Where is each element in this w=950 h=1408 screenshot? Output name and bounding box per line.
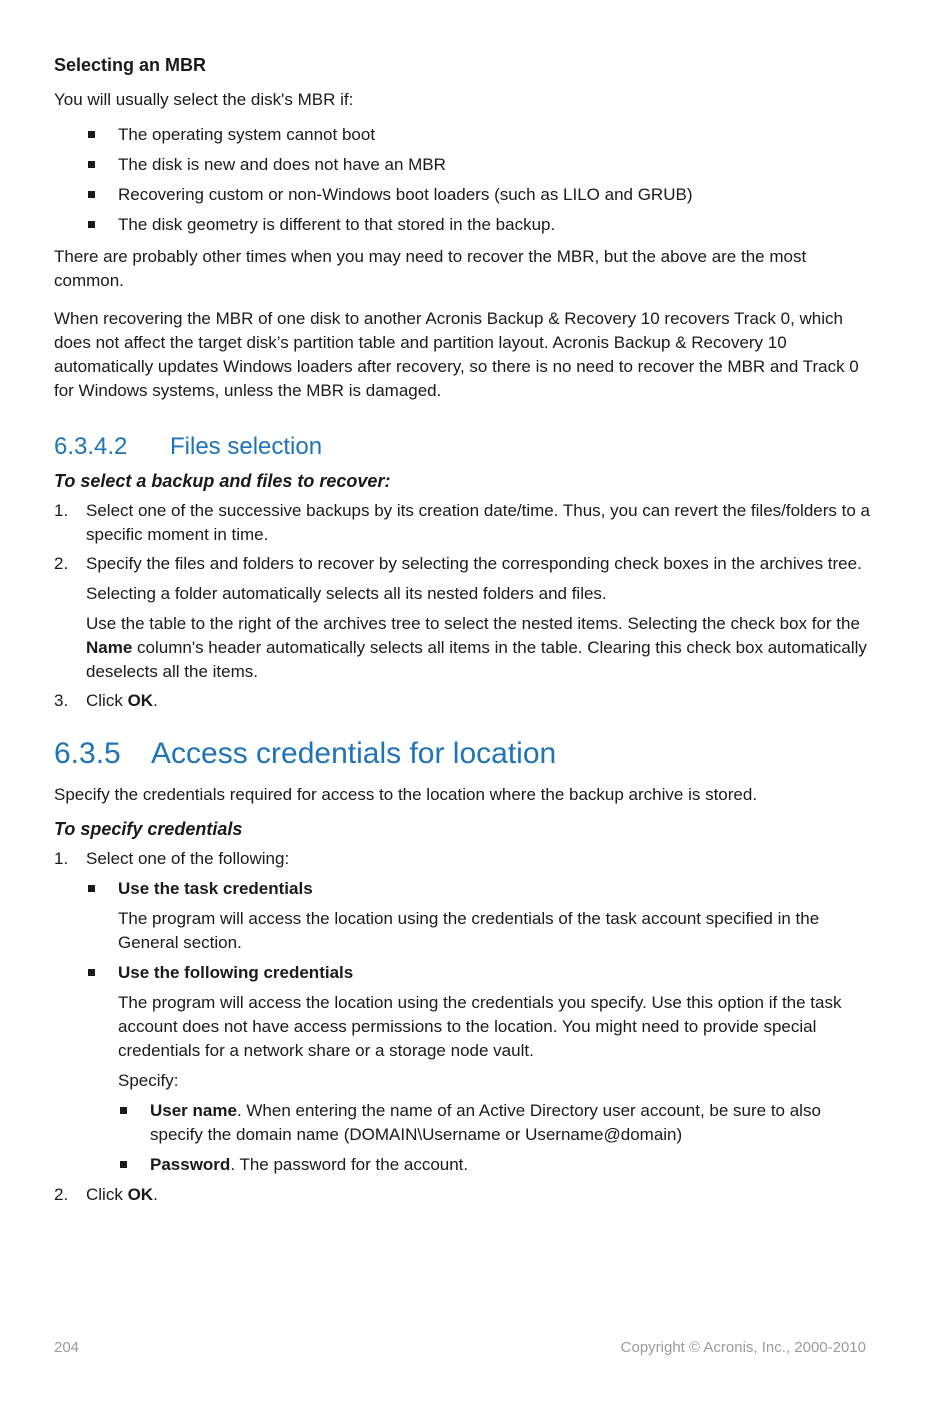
list-item — [54, 1183, 874, 1207]
page-number: 204 — [54, 1339, 80, 1356]
bullet-square-icon — [88, 161, 95, 168]
credentials-procedure-title: To specify credentials — [54, 819, 243, 839]
list-item: The operating system cannot boot — [54, 123, 874, 147]
files-steps-list — [54, 499, 874, 713]
list-item — [54, 499, 874, 547]
option-title: Use the task credentials — [118, 879, 313, 898]
bullet-square-icon — [88, 221, 95, 228]
list-item: The disk geometry is different to that stored in the backup. — [54, 213, 874, 237]
section-title: Files selection — [170, 433, 323, 460]
mbr-heading: Selecting an MBR — [54, 55, 207, 75]
step-number: 2. — [54, 1185, 69, 1204]
username-text: User name. When entering the name of an Active Directory user account, be sure to also specify the domain name (DOMAIN\Username or Username@domain) — [150, 1101, 821, 1144]
section-title: Access credentials for location — [151, 737, 557, 770]
credentials-options-list — [86, 877, 874, 1177]
credentials-intro: Specify the credentials required for access to the location where the backup archive is stored. — [54, 785, 758, 804]
mbr-paragraph-2: When recovering the MBR of one disk to another Acronis Backup & Recovery 10 recovers Track 0, which does not affect the target disk’s partition table and partition layout. Acronis Backup & Recovery 10 automatically updates Windows loaders after recovery, so there is no need to recover the MBR and Track 0 for Windows systems, unless the MBR is damaged. — [54, 309, 859, 400]
list-item — [118, 1153, 874, 1177]
page-content — [54, 53, 874, 1212]
copyright-notice: Copyright © Acronis, Inc., 2000-2010 — [620, 1339, 866, 1356]
list-item — [86, 961, 874, 1177]
bullet-square-icon — [120, 1107, 127, 1114]
section-number: 6.3.5 — [54, 737, 121, 770]
mbr-intro: You will usually select the disk's MBR if: — [54, 90, 354, 109]
bullet-square-icon — [88, 885, 95, 892]
bullet-square-icon — [88, 131, 95, 138]
step-number: 3. — [54, 691, 69, 710]
bullet-square-icon — [88, 191, 95, 198]
step-number: 1. — [54, 501, 69, 520]
option-title: Use the following credentials — [118, 963, 354, 982]
specify-label: Specify: — [118, 1071, 179, 1090]
section-number: 6.3.4.2 — [54, 433, 128, 460]
step-text: Specify the files and folders to recover by selecting the corresponding check boxes in the archives tree. — [86, 554, 862, 573]
step-text: Click OK. — [86, 1185, 158, 1204]
list-item — [118, 1099, 874, 1147]
list-item: Recovering custom or non-Windows boot loaders (such as LILO and GRUB) — [54, 183, 874, 207]
credentials-steps-list — [54, 847, 874, 1207]
files-procedure-title: To select a backup and files to recover: — [54, 471, 391, 491]
step-number: 2. — [54, 554, 69, 573]
list-item — [54, 689, 874, 713]
step-text: Select one of the following: — [86, 849, 290, 868]
mbr-bullet-list — [54, 123, 874, 237]
step-note: Selecting a folder automatically selects all its nested folders and files. — [86, 584, 607, 603]
step-text: Click OK. — [86, 691, 158, 710]
files-selection-heading — [54, 431, 874, 463]
mbr-paragraph-1: There are probably other times when you may need to recover the MBR, but the above are the most common. — [54, 247, 807, 290]
step-number: 1. — [54, 849, 69, 868]
list-item — [54, 552, 874, 684]
bullet-square-icon — [120, 1161, 127, 1168]
option-description: The program will access the location using the credentials of the task account specified in the General section. — [118, 909, 820, 952]
list-item: The disk is new and does not have an MBR — [54, 153, 874, 177]
option-description: The program will access the location using the credentials you specify. Use this option if the task account does not have access permissions to the location. You might need to provide special credentials for a network share or a storage node vault. — [118, 993, 842, 1060]
list-item — [54, 847, 874, 1177]
bullet-square-icon — [88, 969, 95, 976]
password-text: Password. The password for the account. — [150, 1155, 469, 1174]
step-text: Select one of the successive backups by its creation date/time. Thus, you can revert the files/folders to a specific moment in time. — [86, 501, 870, 544]
specify-list — [118, 1099, 874, 1177]
step-note: Use the table to the right of the archives tree to select the nested items. Selecting the check box for the Name column's header automatically selects all items in the table. Clearing this check box automatically deselects all the items. — [86, 614, 867, 681]
access-credentials-heading — [54, 735, 874, 773]
list-item — [86, 877, 874, 955]
